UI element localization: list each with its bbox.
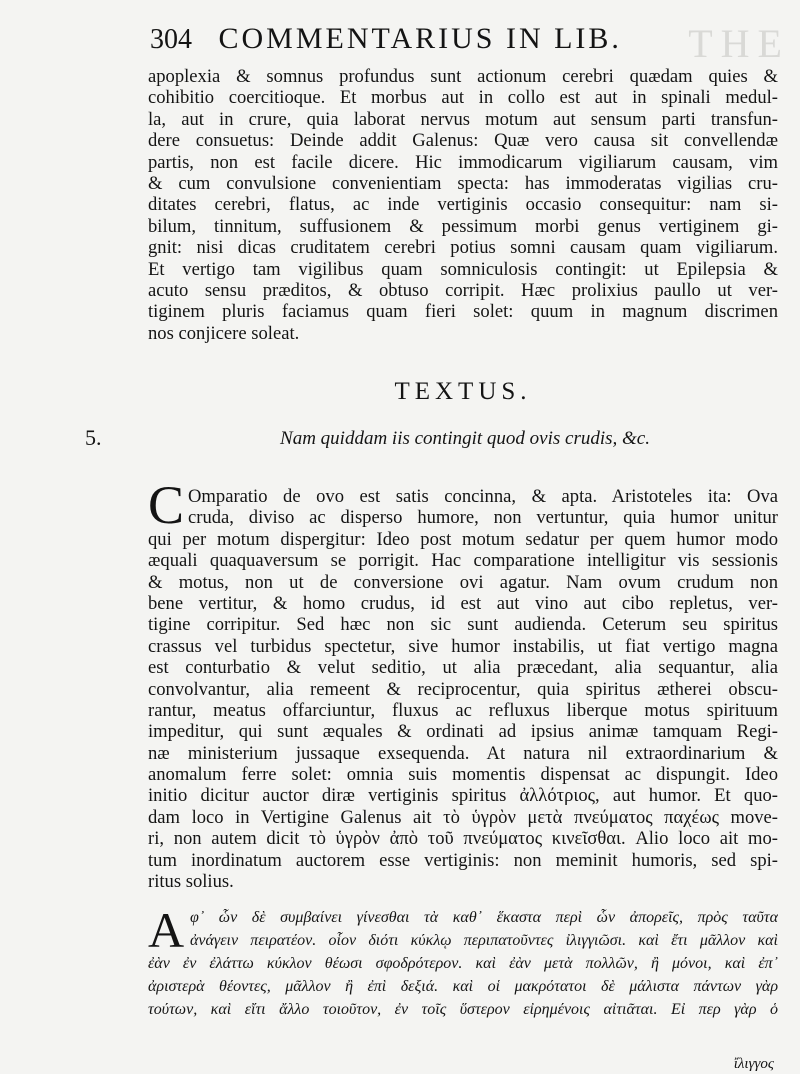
running-header (150, 22, 670, 56)
text-line: anomalum ferre solet: omnia suis momentis dispensat ac dispungit. Ideo (148, 764, 778, 786)
text-line: rantur, meatus offarciuntur, fluxus ac refluxus liberque motus spirituum (148, 699, 778, 721)
page-number: 304 (150, 24, 192, 55)
text-line: φ᾽ ὧν δὲ συμβαίνει γίνεσθαι τὰ καθ᾽ ἕκαστα περὶ ὧν ἀπορεῖς, πρὸς ταῦτα (190, 909, 778, 926)
text-line: partis, non est facile dicere. Hic immodicarum vigiliarum causam, vim (148, 151, 778, 173)
drop-cap: C (148, 475, 185, 535)
text-line: ri, non autem dicit τὸ ὑγρὸν ἀπὸ τοῦ πνεύματος κινεῖσθαι. Alio loco ait mo- (148, 828, 778, 850)
text-line: & cum convulsione convenientiam specta: has immoderatas vigilias cru- (148, 172, 778, 194)
text-line: est conturbatio & velut seditio, ut alia præcedant, alia sequantur, alia (148, 657, 778, 679)
catchword: ἴλιγγος (733, 1056, 774, 1072)
text-line: dam loco in Vertigine Galenus ait τὸ ὑγρὸν μετὰ πνεύματος παχέως move- (148, 806, 778, 828)
greek-paragraph (148, 902, 778, 1021)
text-line: tiginem pluris faciamus quam fieri solet: quum in magnum discrimen (148, 301, 778, 323)
text-line: & motus, non ut de conversione ovi agatur. Nam ovum crudum non (148, 571, 778, 593)
section-heading: TEXTUS. (394, 378, 532, 405)
text-line: ritus solius. (148, 871, 234, 893)
text-line: ἀνάγειν πειρατέον. οἷον διότι κύκλῳ περιπατοῦντες ἰλιγγιῶσι. καὶ ἔτι μᾶλλον καὶ (190, 932, 778, 949)
text-line: gnit: nisi dicas cruditatem cerebri potius somni causam quam vigiliarum. (148, 237, 778, 259)
text-line: ἀριστερὰ θέοντες, μᾶλλον ἢ ἐπὶ δεξιά. καὶ οἱ μακρότατοι δὲ μάλιστα πάντων γὰρ (148, 978, 778, 995)
text-line: cruda, diviso ac disperso humore, non vertuntur, quia humor unitur (188, 507, 778, 529)
running-title: COMMENTARIUS IN LIB. (218, 22, 622, 55)
text-line: impeditur, qui sunt æquales & ordinati ad ipsius animæ tamquam Regi- (148, 721, 778, 743)
text-line: Omparatio de ovo est satis concinna, & apta. Aristoteles ita: Ova (188, 486, 778, 507)
text-line: qui per motum dispergitur: Ideo post motum sedatur per quem humor modo (148, 528, 778, 550)
text-line: bilum, tinnitum, suffusionem & pessimum morbi genus vertiginem gi- (148, 215, 778, 237)
text-line: τούτων, καὶ εἴτι ἄλλο τοιοῦτον, ἐν τοῖς ὕστερον εἰρημένοις αἰτιᾶται. Εἰ περ γὰρ ὁ (148, 1001, 778, 1018)
paragraph-2 (148, 486, 778, 892)
margin-number: 5. (85, 425, 102, 450)
text-line: apoplexia & somnus profundus sunt actionum cerebri quædam quies & (148, 66, 778, 87)
text-line: dere consuetus: Deinde addit Galenus: Quæ vero causa sit convellendæ (148, 130, 778, 152)
text-line: tum inordinatum auctorem esse vertiginis: non meminit humoris, sed spi- (148, 849, 778, 871)
text-line: crassus vel turbidus spectetur, sive humor instabilis, ut fiat vertigo magna (148, 635, 778, 657)
text-line: æquali quaquaversum se porrigit. Hac comparatione intelligitur vis sessionis (148, 550, 778, 572)
text-line: la, aut in crure, quia laborat nervus motum aut sensum parti transfun- (148, 108, 778, 130)
text-line: initio dicitur auctor diræ vertiginis spiritus ἀλλότριος, aut humor. Et quo- (148, 785, 778, 807)
text-line: ditates cerebri, flatus, ac inde vertiginis occasio consequitur: nam si- (148, 194, 778, 216)
paragraph-1 (148, 66, 778, 344)
text-line: acuto sensu præditos, & obtuso corripit. Hæc prolixius paullo ut ver- (148, 279, 778, 301)
text-line: næ ministerium jussaque exsequenda. At natura nil extraordinarium & (148, 742, 778, 764)
bleed-through-text: THE (688, 21, 790, 66)
text-line: cohibitio coercitioque. Et morbus aut in collo est aut in spinali medul- (148, 87, 778, 109)
textus-quote: Nam quiddam iis contingit quod ovis crudis, &c. (280, 428, 650, 449)
text-line: ἐὰν ἐν ἐλάττω κύκλον θέωσι σφοδρότερον. καὶ ἐὰν μετὰ πολλῶν, ἢ μόνοι, καὶ ἐπ᾽ (148, 955, 778, 972)
text-line: tigine corripitur. Sed hæc non sic sunt audienda. Ceterum seu spiritus (148, 614, 778, 636)
text-line: bene vertitur, & homo crudus, id est aut vino aut cibo repletus, ver- (148, 592, 778, 614)
text-line: nos conjicere soleat. (148, 322, 300, 344)
drop-cap: Α (148, 902, 185, 958)
text-line: Et vertigo tam vigilibus quam somniculosis contingit: ut Epilepsia & (148, 258, 778, 280)
text-line: convolvantur, alia remeent & reciprocentur, quia spiritus ætherei obscu- (148, 678, 778, 700)
